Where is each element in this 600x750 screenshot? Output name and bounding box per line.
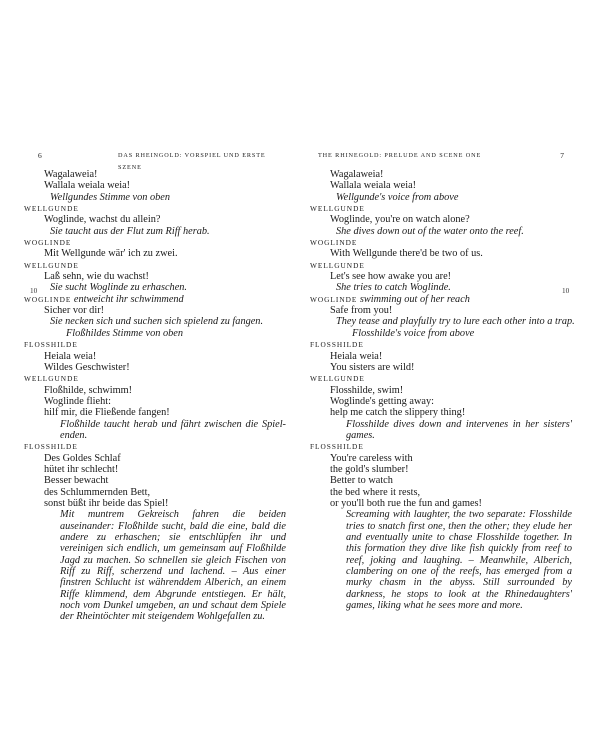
verse-line: Better to watch bbox=[330, 475, 393, 487]
verse-line: or you'll both rue the fun and games! bbox=[330, 497, 482, 509]
stage-direction: Sie necken sich und suchen sich spielend zu fangen. bbox=[50, 316, 264, 328]
left-page-header bbox=[24, 150, 286, 171]
left-page-text bbox=[24, 162, 286, 623]
verse-line: Woglinde, you're on watch alone? bbox=[330, 214, 470, 226]
verse-line: Woglinde flieht: bbox=[44, 395, 111, 407]
stage-direction: swimming out of her reach bbox=[359, 293, 470, 305]
stage-direction: Wellgunde's voice from above bbox=[336, 191, 459, 203]
verse-line: hilf mir, die Fließende fangen! bbox=[44, 407, 170, 419]
verse-line: Sicher vor dir! bbox=[44, 305, 105, 317]
verse-line: Mit Wellgunde wär' ich zu zwei. bbox=[44, 248, 178, 260]
speaker-name: WELLGUNDE bbox=[310, 374, 365, 384]
speaker-name: WOGLINDE bbox=[24, 294, 72, 304]
verse-line: the gold's slumber! bbox=[330, 463, 409, 475]
verse-line: Heiala weia! bbox=[330, 350, 383, 362]
speaker-name: WELLGUNDE bbox=[24, 260, 79, 270]
stage-direction: She tries to catch Woglinde. bbox=[336, 282, 451, 294]
speaker-name: WELLGUNDE bbox=[310, 260, 365, 270]
verse-line: You sisters are wild! bbox=[330, 361, 415, 373]
line-number-right: 10 bbox=[562, 287, 570, 295]
stage-direction-block: Screaming with laughter, the two separate: Flosshilde tries to snatch first one, then the other; they elude her and eventually unite to chase Flosshilde together. In this formation they dive like fish quickly from reef to reef, joking and laughing. – Meanwhile, Alberich, clambering on one of the reefs, has emerged from a murky chasm in the abyss. Still surrounded by darkness, he stops to look at the Rhinedaughters' games, liking what he sees more and more. bbox=[346, 509, 572, 612]
verse-line: Woglinde, wachst du allein? bbox=[44, 214, 161, 226]
speaker-name: WELLGUNDE bbox=[24, 374, 79, 384]
speaker-name: WELLGUNDE bbox=[310, 204, 365, 214]
verse-line: Wildes Geschwister! bbox=[44, 361, 130, 373]
verse-line: Wagalaweia! bbox=[44, 169, 98, 180]
verse-line: Woglinde's getting away: bbox=[330, 395, 434, 407]
verse-line: sonst büßt ihr beide das Spiel! bbox=[44, 497, 169, 509]
speaker-name: FLOSSHILDE bbox=[24, 442, 78, 452]
left-running-title: DAS RHEINGOLD: VORSPIEL UND ERSTE SZENE bbox=[118, 152, 266, 171]
stage-direction: She dives down out of the water onto the reef. bbox=[336, 225, 524, 237]
stage-direction-block: Flosshilde dives down and intervenes in her sisters' games. bbox=[346, 418, 572, 441]
verse-line: Heiala weia! bbox=[44, 350, 97, 362]
left-page-number: 6 bbox=[38, 151, 42, 160]
verse-line: Let's see how awake you are! bbox=[330, 271, 452, 283]
verse-line: Wallala weiala weia! bbox=[330, 180, 417, 192]
right-page-header bbox=[310, 150, 572, 162]
verse-line: des Schlummernden Bett, bbox=[44, 486, 151, 498]
stage-direction-block: Floßhilde taucht herab und fährt zwischen die Spiel-enden. bbox=[60, 418, 286, 441]
right-page-text bbox=[310, 162, 575, 612]
speaker-name: FLOSSHILDE bbox=[24, 340, 78, 350]
right-running-title: THE RHINEGOLD: PRELUDE AND SCENE ONE bbox=[318, 152, 482, 159]
stage-direction: Floßhildes Stimme von oben bbox=[66, 327, 183, 339]
speaker-with-direction bbox=[24, 294, 286, 305]
verse-line: Flosshilde, swim! bbox=[330, 384, 404, 396]
verse-line: You're careless with bbox=[330, 452, 413, 464]
verse-line: hütet ihr schlecht! bbox=[44, 463, 119, 475]
verse-line: Laß sehn, wie du wachst! bbox=[44, 271, 149, 283]
speaker-name: FLOSSHILDE bbox=[310, 340, 364, 350]
verse-line: Safe from you! bbox=[330, 305, 393, 317]
speaker-with-direction bbox=[310, 294, 572, 305]
verse-line: Des Goldes Schlaf bbox=[44, 452, 121, 464]
stage-direction: They tease and playfully try to lure each other into a trap. bbox=[336, 316, 575, 328]
stage-direction: Flosshilde's voice from above bbox=[352, 327, 475, 339]
verse-line: the bed where it rests, bbox=[330, 486, 421, 498]
line-number-left: 10 bbox=[30, 287, 38, 295]
stage-direction: Sie sucht Woglinde zu erhaschen. bbox=[50, 282, 187, 294]
stage-direction: Sie taucht aus der Flut zum Riff herab. bbox=[50, 225, 210, 237]
right-page-number: 7 bbox=[560, 151, 564, 160]
left-page bbox=[24, 150, 286, 623]
speaker-name: WELLGUNDE bbox=[24, 204, 79, 214]
verse-line: Besser bewacht bbox=[44, 475, 109, 487]
speaker-name: WOGLINDE bbox=[310, 238, 358, 248]
speaker-name: WOGLINDE bbox=[24, 238, 72, 248]
verse-line: With Wellgunde there'd be two of us. bbox=[330, 248, 483, 260]
speaker-name: WOGLINDE bbox=[310, 294, 358, 304]
stage-direction: Wellgundes Stimme von oben bbox=[50, 191, 171, 203]
stage-direction: entweicht ihr schwimmend bbox=[73, 293, 184, 305]
verse-line: Floßhilde, schwimm! bbox=[44, 384, 133, 396]
verse-line: Wallala weiala weia! bbox=[44, 180, 131, 192]
verse-line: help me catch the slippery thing! bbox=[330, 407, 466, 419]
right-page bbox=[310, 150, 575, 612]
stage-direction-block: Mit muntrem Gekreisch fahren die beiden auseinander: Floßhilde sucht, bald die eine, bald die andere zu erhaschen; sie entschlüpfen ihr und vereinigen sich endlich, um gemeinsam auf Floßhilde Jagd zu machen. So schnellen sie gleich Fischen von Riff zu Riff, scherzend und lachend. – Aus einer finstren Schlucht ist währenddem Alberich, an einem Riffe klimmend, dem Abgrunde entstiegen. Er hält, noch vom Dunkel umgeben, an und schaut dem Spiele der Rheintöchter mit steigendem Wohlgefallen zu. bbox=[60, 509, 286, 623]
verse-line: Wagalaweia! bbox=[330, 169, 384, 180]
speaker-name: FLOSSHILDE bbox=[310, 442, 364, 452]
